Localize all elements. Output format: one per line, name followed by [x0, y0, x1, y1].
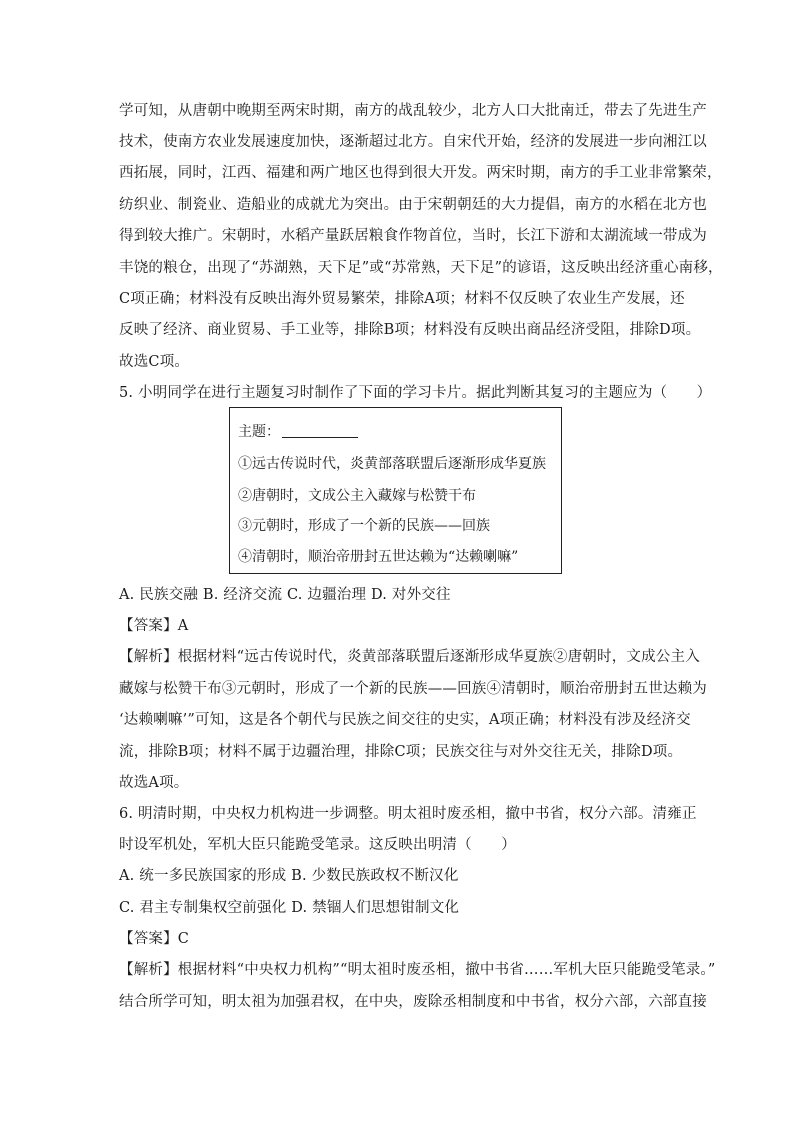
question-5-stem: 5. 小明同学在进行主题复习时制作了下面的学习卡片。据此判断其复习的主题应为（ ） [119, 385, 712, 401]
answer-5: 【答案】A [119, 618, 189, 634]
analysis-line: ‘达赖喇嘛’”可知，这是各个朝代与民族之间交往的史实，A项正确；材料没有涉及经济交 [119, 712, 691, 728]
answer-6: 【答案】C [119, 931, 190, 947]
question-6-stem: 时设军机处，军机大臣只能跪受笔录。这反映出明清（ ） [119, 837, 516, 853]
analysis-line: 流，排除B项；材料不属于边疆治理，排除C项；民族交往与对外交往无关，排除D项。 [119, 744, 683, 760]
analysis-line: 故选A项。 [119, 775, 189, 791]
card-title-row [238, 421, 358, 441]
card-item: ②唐朝时，文成公主入藏嫁与松赞干布 [238, 488, 476, 504]
paragraph-line: 西拓展，同时，江西、福建和两广地区也得到很大开发。两宋时期，南方的手工业非常繁荣， [119, 165, 722, 181]
paragraph-line: 技术，使南方农业发展速度加快，逐渐超过北方。自宋代开始，经济的发展进一步向湘江以 [119, 134, 707, 150]
card-item: ③元朝时，形成了一个新的民族——回族 [238, 518, 490, 534]
card-item: ④清朝时，顺治帝册封五世达赖为“达赖喇嘛” [238, 549, 519, 565]
question-6-stem: 6. 明清时期，中央权力机构进一步调整。明太祖时废丞相，撤中书省，权分六部。清雍正 [119, 806, 697, 822]
analysis-line: 【解析】根据材料“远古传说时代，炎黄部落联盟后逐渐形成华夏族②唐朝时，文成公主入 [119, 649, 700, 665]
paragraph-line: 反映了经济、商业贸易、手工业等，排除B项；材料没有反映出商品经济受阻，排除D项。 [119, 322, 701, 338]
study-card [229, 407, 562, 574]
question-6-options: C. 君主专制集权空前强化 D. 禁锢人们思想钳制文化 [119, 900, 460, 916]
paragraph-line: 故选C项。 [119, 354, 190, 370]
card-title: 主题： [238, 424, 280, 440]
card-item: ①远古传说时代，炎黄部落联盟后逐渐形成华夏族 [238, 456, 546, 472]
paragraph-line: 学可知，从唐朝中晚期至两宋时期，南方的战乱较少，北方人口大批南迁，带去了先进生产 [119, 103, 707, 119]
card-title-blank [282, 424, 358, 438]
analysis-line: 藏嫁与松赞干布③元朝时，形成了一个新的民族——回族④清朝时，顺治帝册封五世达赖为 [119, 681, 707, 697]
analysis-line: 结合所学可知，明太祖为加强君权，在中央，废除丞相制度和中书省，权分六部，六部直接 [119, 994, 707, 1010]
analysis-line: 【解析】根据材料“中央权力机构”“明太祖时废丞相，撤中书省……军机大臣只能跪受笔录。” [119, 962, 716, 978]
question-6-options: A. 统一多民族国家的形成 B. 少数民族政权不断汉化 [119, 868, 459, 884]
paragraph-line: 得到较大推广。宋朝时，水稻产量跃居粮食作物首位，当时，长江下游和太湖流域一带成为 [119, 228, 707, 244]
question-5-options: A. 民族交融 B. 经济交流 C. 边疆治理 D. 对外交往 [119, 587, 451, 603]
paragraph-line: 纺织业、制瓷业、造船业的成就尤为突出。由于宋朝朝廷的大力提倡，南方的水稻在北方也 [119, 197, 707, 213]
paragraph-line: C项正确；材料没有反映出海外贸易繁荣，排除A项；材料不仅反映了农业生产发展，还 [119, 291, 685, 307]
paragraph-line: 丰饶的粮仓，出现了“苏湖熟，天下足”或“苏常熟，天下足”的谚语，这反映出经济重心南移， [119, 260, 723, 276]
